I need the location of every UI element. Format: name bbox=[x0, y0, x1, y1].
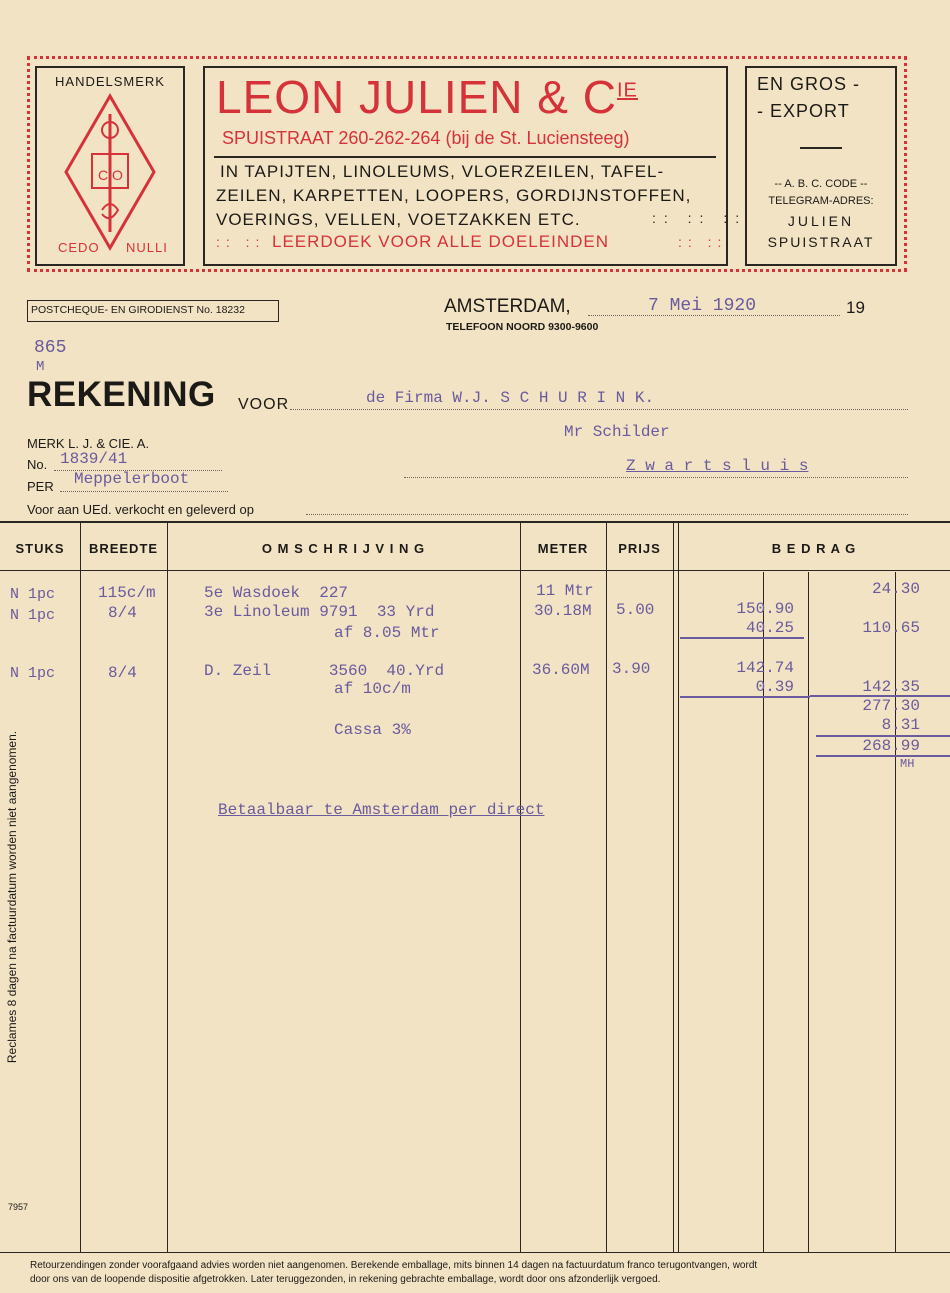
company-address: SPUISTRAAT 260-262-264 (bij de St. Luciensteeg) bbox=[222, 128, 630, 148]
r1-desc: 5e Wasdoek 227 bbox=[204, 584, 349, 602]
col-meter: METER bbox=[537, 541, 589, 556]
r3-desc: D. Zeil 3560 40.Yrd bbox=[204, 662, 445, 680]
invoice-title: REKENING bbox=[27, 375, 216, 414]
r2-stuks: N 1pc bbox=[10, 607, 56, 624]
form-number: 7957 bbox=[8, 1202, 29, 1212]
r3-subtotal-rule bbox=[680, 696, 810, 698]
col-sep-3 bbox=[520, 523, 521, 1253]
goods-line-3: VOERINGS, VELLEN, VOETZAKKEN ETC. bbox=[216, 210, 581, 229]
footer-line-2: door ons van de loopende dispositie afgetrokken. Later teruggezonden, in rekening gebrachte emballage, wordt door ons afzonderlijk vergoed. bbox=[30, 1274, 661, 1285]
motto-nulli: NULLI bbox=[126, 240, 168, 255]
col-sep-5b bbox=[678, 523, 679, 1253]
r2-subtotal-rule bbox=[680, 637, 804, 639]
col-sep-1 bbox=[80, 523, 81, 1253]
no-label: No. bbox=[27, 457, 48, 472]
col-bedrag: B E D R A G bbox=[771, 541, 857, 556]
r1-breedte: 115c/m bbox=[98, 584, 156, 602]
telegram-label: TELEGRAM-ADRES: bbox=[768, 195, 874, 207]
per-value: Meppelerboot bbox=[74, 470, 190, 488]
svg-text:C: C bbox=[98, 167, 109, 183]
goods-line-1: IN TAPIJTEN, LINOLEUMS, VLOERZEILEN, TAFEL- bbox=[220, 162, 665, 181]
telefoon: TELEFOON NOORD 9300-9600 bbox=[446, 321, 599, 333]
telegram-spuistraat: SPUISTRAAT bbox=[767, 234, 875, 250]
merk-label: MERK L. J. & CIE. A. bbox=[27, 436, 150, 451]
date: 7 Mei 1920 bbox=[648, 296, 757, 316]
r2-meter: 30.18M bbox=[534, 602, 592, 620]
per-dotline bbox=[60, 491, 228, 492]
abc-code: -- A. B. C. CODE -- bbox=[774, 178, 868, 190]
customer-dotline bbox=[290, 409, 908, 410]
r2-total: 110.65 bbox=[862, 619, 920, 637]
r2-desc: 3e Linoleum 9791 33 Yrd bbox=[204, 603, 435, 621]
goods-ornament-3: :: :: bbox=[678, 234, 728, 250]
place: AMSTERDAM, bbox=[444, 296, 571, 317]
r3-prijs: 3.90 bbox=[612, 660, 651, 678]
r2-sub2: 40.25 bbox=[745, 619, 794, 637]
table-top-rule bbox=[0, 521, 950, 523]
r1-meter: 11 Mtr bbox=[536, 582, 594, 600]
col-sep-2 bbox=[167, 523, 168, 1253]
ref-number: 865 bbox=[34, 338, 67, 358]
company-name bbox=[216, 70, 638, 124]
telegram-julien: JULIEN bbox=[787, 213, 855, 229]
goods-line-4: LEERDOEK VOOR ALLE DOELEINDEN bbox=[272, 232, 609, 251]
col-breedte: BREEDTE bbox=[88, 541, 159, 556]
sum-total: 277.30 bbox=[862, 697, 920, 715]
export: - EXPORT bbox=[757, 101, 850, 121]
r2-desc2: af 8.05 Mtr bbox=[334, 624, 440, 642]
r3-total: 142.35 bbox=[862, 678, 920, 696]
r3-sub2: 0.39 bbox=[755, 678, 794, 696]
trademark-logo bbox=[62, 92, 158, 252]
final-total: 268.99 bbox=[862, 737, 920, 755]
col-sep-5 bbox=[673, 523, 674, 1253]
table-head-rule bbox=[0, 570, 950, 571]
r2-prijs: 5.00 bbox=[616, 601, 655, 619]
customer-firma: de Firma W.J. S C H U R I N K. bbox=[366, 389, 655, 407]
goods-line-2: ZEILEN, KARPETTEN, LOOPERS, GORDIJNSTOFFEN, bbox=[216, 186, 692, 205]
customer-place: Z w a r t s l u i s bbox=[626, 457, 809, 475]
r3-meter: 36.60M bbox=[532, 661, 590, 679]
postcheque-text: POSTCHEQUE- EN GIRODIENST No. 18232 bbox=[31, 304, 245, 316]
r3-breedte: 8/4 bbox=[108, 664, 137, 682]
cassa: Cassa 3% bbox=[334, 721, 411, 739]
company-name-sup: IE bbox=[617, 79, 638, 102]
r3-desc2: af 10c/m bbox=[334, 680, 411, 698]
r2-breedte: 8/4 bbox=[108, 604, 137, 622]
en-gros: EN GROS - bbox=[757, 74, 861, 94]
col-stuks: STUKS bbox=[15, 541, 65, 556]
svg-text:O: O bbox=[112, 167, 123, 183]
voor-label: VOOR bbox=[238, 396, 290, 413]
r3-stuks: N 1pc bbox=[10, 665, 56, 682]
r1-stuks: N 1pc bbox=[10, 586, 56, 603]
payment-terms: Betaalbaar te Amsterdam per direct bbox=[218, 801, 545, 819]
table-bottom-rule bbox=[0, 1252, 950, 1253]
year-prefix: 19 bbox=[846, 298, 865, 317]
ref-letter: M bbox=[36, 359, 45, 375]
r1-total: 24.30 bbox=[871, 580, 920, 598]
goods-ornament-1: :: :: :: bbox=[652, 210, 748, 226]
col-sep-7 bbox=[808, 572, 809, 1253]
address-rule bbox=[214, 156, 716, 158]
col-sep-8 bbox=[895, 572, 896, 1253]
col-omschrijving: O M S C H R I J V I N G bbox=[261, 541, 426, 556]
footer-line-1: Retourzendingen zonder voorafgaand advies worden niet aangenomen. Berekende emballage, mits binnen 14 dagen na factuurdatum franco terugontvangen, wordt bbox=[30, 1260, 758, 1271]
export-rule bbox=[800, 147, 842, 149]
verkocht-dotline bbox=[306, 514, 908, 515]
final-rule bbox=[816, 755, 950, 757]
r2-sub1: 150.90 bbox=[736, 600, 794, 618]
trademark-label: HANDELSMERK bbox=[55, 74, 165, 89]
side-note: Reclames 8 dagen na factuurdatum worden niet aangenomen. bbox=[5, 730, 19, 1064]
per-label: PER bbox=[27, 479, 54, 494]
col-prijs: PRIJS bbox=[618, 541, 661, 556]
goods-ornament-2: :: :: bbox=[216, 234, 266, 250]
r3-sub1: 142.74 bbox=[736, 659, 794, 677]
motto-cedo: CEDO bbox=[58, 240, 100, 255]
discount: 8.31 bbox=[881, 716, 920, 734]
place-dotline bbox=[404, 477, 908, 478]
col-sep-4 bbox=[606, 523, 607, 1253]
company-name-text: LEON JULIEN & C bbox=[216, 71, 617, 123]
customer-name: Mr Schilder bbox=[564, 423, 670, 441]
initials: MH bbox=[900, 757, 915, 771]
verkocht-label: Voor aan UEd. verkocht en geleverd op bbox=[27, 502, 254, 517]
no-value: 1839/41 bbox=[60, 450, 128, 468]
